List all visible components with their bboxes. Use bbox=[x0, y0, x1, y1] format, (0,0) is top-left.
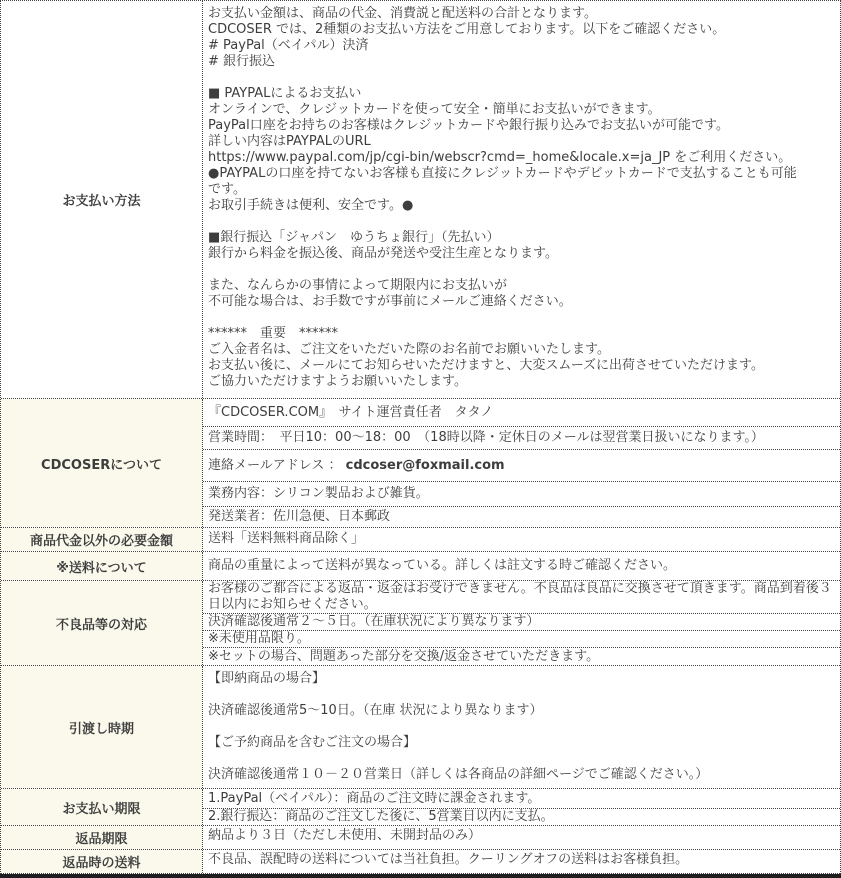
text-line: 不可能な場合は、お手数ですが事前にメールご連絡ください。 bbox=[208, 294, 572, 309]
text-line: https://www.paypal.com/jp/cgi-bin/webscr?cmd=_home&locale.x=ja_JP をご利用ください。 bbox=[208, 150, 792, 165]
content-cell bbox=[203, 399, 840, 426]
email-text: cdcoser@foxmail.com bbox=[345, 457, 505, 473]
row-header: ※送料について bbox=[1, 552, 203, 580]
row-content bbox=[203, 581, 840, 665]
text-line bbox=[208, 719, 835, 735]
row-header: CDCOSERについて bbox=[1, 399, 203, 527]
text-line: 1.PayPal（ベイパル）：商品のご注文時に課金されます。 bbox=[208, 790, 541, 806]
content-cell bbox=[203, 789, 840, 808]
table-section bbox=[1, 850, 840, 874]
table-section bbox=[1, 666, 840, 789]
content-cell bbox=[203, 630, 840, 647]
content-cell bbox=[203, 528, 840, 549]
text-line bbox=[208, 262, 835, 278]
text-line bbox=[208, 687, 835, 703]
content-cell bbox=[203, 552, 840, 580]
table-section bbox=[1, 1, 840, 399]
text-line: 【ご予約商品を含むご注文の場合】 bbox=[208, 735, 417, 750]
text-line: 決済確認後通常5～10日。（在庫 状況により異なります） bbox=[208, 703, 543, 718]
table-section bbox=[1, 528, 840, 552]
text-line: お支払い後に、メールにてお知らせいただけますと、大変スムーズに出荷させていただけます。 bbox=[208, 358, 765, 373]
text-line: 営業時間： 平日10：00～18：00 （18時以降・定休日のメールは翌営業日扱いになります。） bbox=[208, 430, 764, 445]
content-cell bbox=[203, 647, 840, 665]
row-content bbox=[203, 552, 840, 580]
content-cell bbox=[203, 581, 840, 613]
text-line: ■銀行振込「ジャパン ゆうちょ銀行」（先払い） bbox=[208, 230, 500, 245]
text-line: 商品の重量によって送料が異なっている。詳しくは註文する時ご確認ください。 bbox=[208, 558, 677, 573]
row-content bbox=[203, 399, 840, 527]
content-cell bbox=[203, 826, 840, 846]
text-line: ご協力いただけますようお願いいたします。 bbox=[208, 374, 467, 389]
text-line: # PayPal（ベイパル）決済 bbox=[208, 38, 369, 53]
text-line: また、なんらかの事情によって期限内にお支払いが bbox=[208, 278, 508, 293]
text-line: 決済確認後通常２～５日。（在庫状況により異なります） bbox=[208, 614, 540, 629]
row-header: 返品時の送料 bbox=[1, 850, 203, 873]
bottom-divider-bar bbox=[0, 874, 841, 878]
text-line: お客様のご都合による返品・返金はお受けできません。不良品は良品に交換させて頂きます。商品到着後３日以内にお知らせください。 bbox=[208, 581, 832, 612]
row-content bbox=[203, 1, 840, 398]
content-cell bbox=[203, 808, 840, 825]
text-line: 【即納商品の場合】 bbox=[208, 671, 326, 686]
table-section bbox=[1, 826, 840, 850]
content-cell bbox=[203, 613, 840, 630]
text-line: ●PAYPALの口座を持てないお客様も直接にクレジットカードやデビットカードで支払することも可能 bbox=[208, 166, 797, 181]
text-line bbox=[208, 70, 835, 86]
text-line: 詳しい内容はPAYPALのURL bbox=[208, 134, 371, 149]
text-line: です。 bbox=[208, 182, 246, 197]
text-line bbox=[208, 214, 835, 230]
content-cell bbox=[203, 1, 840, 398]
table-section bbox=[1, 399, 840, 528]
text-line: 送料「送料無料商品除く」 bbox=[208, 530, 365, 546]
row-header: 引渡し時期 bbox=[1, 666, 203, 788]
text-line: ※未使用品限り。 bbox=[208, 631, 310, 646]
table-section bbox=[1, 789, 840, 826]
text-line: お支払い金額は、商品の代金、消費説と配送料の合計となります。 bbox=[208, 6, 597, 21]
text-line: 銀行から料金を振込後、商品が発送や受注生産となります。 bbox=[208, 246, 558, 261]
row-header: お支払い期限 bbox=[1, 789, 203, 825]
table-section bbox=[1, 581, 840, 666]
text-line: 2.銀行振込：商品のご注文した後に、5営業日以内に支払。 bbox=[208, 809, 554, 824]
text-line: # 銀行振込 bbox=[208, 54, 276, 69]
row-content bbox=[203, 666, 840, 788]
text-line: 『CDCOSER.COM』 サイト運営責任者 タタノ bbox=[208, 404, 494, 420]
content-cell bbox=[203, 426, 840, 449]
text-line bbox=[208, 751, 835, 767]
content-cell bbox=[203, 850, 840, 870]
text-line: ※セットの場合、問題あった部分を交換/返金させていただきます。 bbox=[208, 648, 600, 664]
row-content bbox=[203, 850, 840, 873]
text-line: 決済確認後通常１０－２０営業日（詳しくは各商品の詳細ページでご確認ください。） bbox=[208, 767, 709, 782]
row-header: 不良品等の対応 bbox=[1, 581, 203, 665]
text-line bbox=[208, 458, 835, 474]
row-content bbox=[203, 789, 840, 825]
content-cell bbox=[203, 666, 840, 788]
text-line: ご入金者名は、ご注文をいただいた際のお名前でお願いいたします。 bbox=[208, 342, 610, 357]
content-cell bbox=[203, 506, 840, 527]
text-line: ■ PAYPALによるお支払い bbox=[208, 86, 362, 101]
text-line: 不良品、誤配時の送料については当社負担。クーリングオフの送料はお客様負担。 bbox=[208, 852, 689, 867]
text-line: 納品より３日（ただし未使用、未開封品のみ） bbox=[208, 828, 482, 843]
text-line: 発送業者：佐川急便、日本郵政 bbox=[208, 509, 391, 524]
text-line: オンラインで、クレジットカードを使って安全・簡単にお支払いができます。 bbox=[208, 102, 661, 117]
row-header: 商品代金以外の必要金額 bbox=[1, 528, 203, 551]
row-header: お支払い方法 bbox=[1, 1, 203, 398]
text-line: ****** 重要 ****** bbox=[208, 326, 339, 341]
text-line: PayPal口座をお持ちのお客様はクレジットカードや銀行振り込みでお支払いが可能です。 bbox=[208, 118, 729, 133]
text-line: CDCOSER では、2種類のお支払い方法をご用意しております。以下をご確認ください。 bbox=[208, 22, 726, 37]
row-content bbox=[203, 528, 840, 551]
table-section bbox=[1, 552, 840, 581]
row-header: 返品期限 bbox=[1, 826, 203, 849]
content-cell bbox=[203, 449, 840, 481]
label-text: 連絡メールアドレス ： bbox=[208, 457, 346, 473]
text-line: 業務内容：シリコン製品および雑貨。 bbox=[208, 486, 429, 501]
content-cell bbox=[203, 481, 840, 506]
text-line bbox=[208, 310, 835, 326]
text-line: お取引手続きは便利、安全です。● bbox=[208, 198, 414, 213]
row-content bbox=[203, 826, 840, 849]
